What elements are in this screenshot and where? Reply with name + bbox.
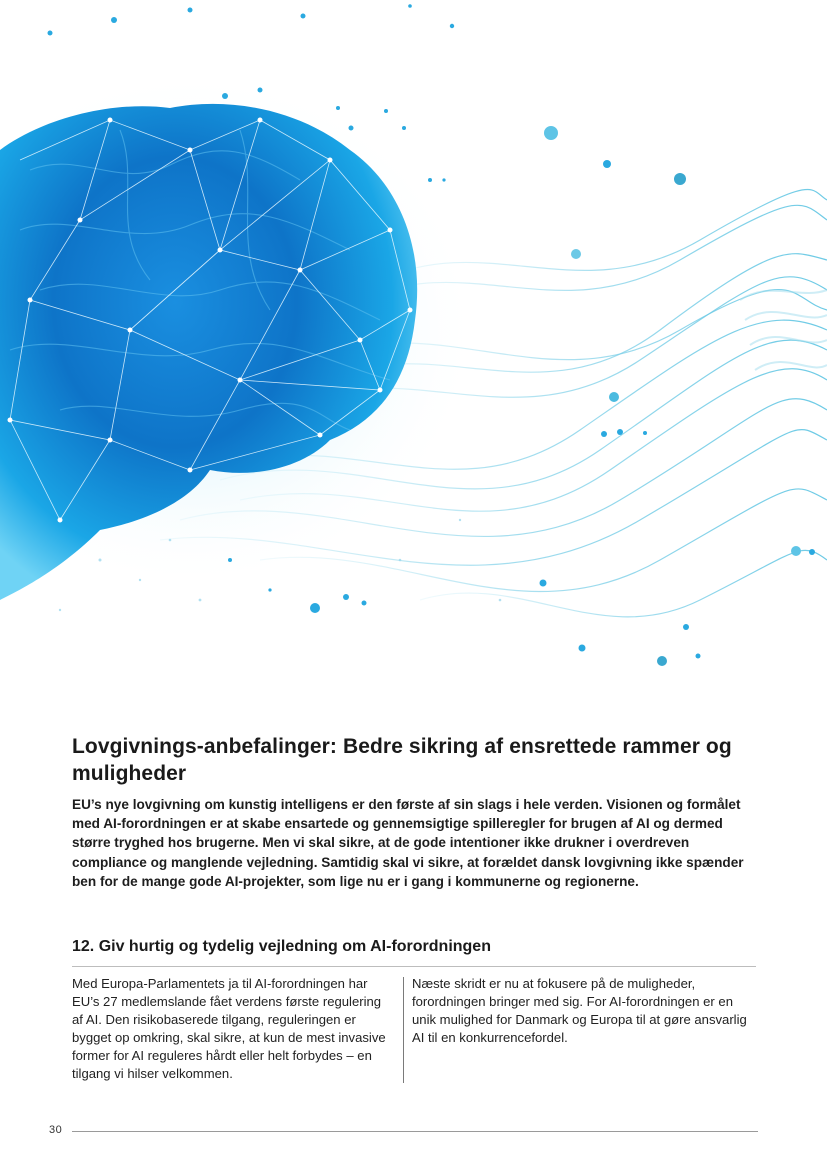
body-column-left: Med Europa-Parlamentets ja til AI-forordningen har EU’s 27 medlemslande fået verdens første regulering af AI. Den risikobaserede tilgang, reguleringen er bygget op omkring, skal sikre, at kun de mest invasive former for AI reguleres hårdt eller helt forbydes – en tilgang vi hilser velkommen. [72, 976, 386, 1082]
article-intro [72, 733, 762, 891]
lead-paragraph: EU’s nye lovgivning om kunstig intelligens er den første af sin slags i hele verden. Visionen og formålet med AI-forordningen er at skabe ensartede og gennemsigtige spilleregler for brugen af AI og dermed større tryghed hos brugerne. Men vi skal sikre, at de gode intentioner ikke drukner i overdreven compliance og manglende vejledning. Samtidig skal vi sikre, at forældet dansk lovgivning ikke spænder ben for de mange gode AI-projekter, som lige nu er i gang i kommunerne og regionerne. [72, 797, 744, 889]
body-column-right: Næste skridt er nu at fokusere på de muligheder, forordningen bringer med sig. For AI-forordningen er en unik mulighed for Danmark og Europa til at gøre ansvarlig AI til en konkurrencefordel. [412, 976, 747, 1046]
footer-divider [72, 1131, 758, 1132]
column-divider [403, 977, 404, 1083]
two-column-body [72, 975, 758, 1085]
section-divider [72, 966, 756, 967]
page-title: Lovgivnings-anbefalinger: Bedre sikring af ensrettede rammer og muligheder [72, 735, 732, 785]
page-number: 30 [49, 1124, 63, 1136]
section-heading: 12. Giv hurtig og tydelig vejledning om AI-forordningen [72, 938, 491, 955]
